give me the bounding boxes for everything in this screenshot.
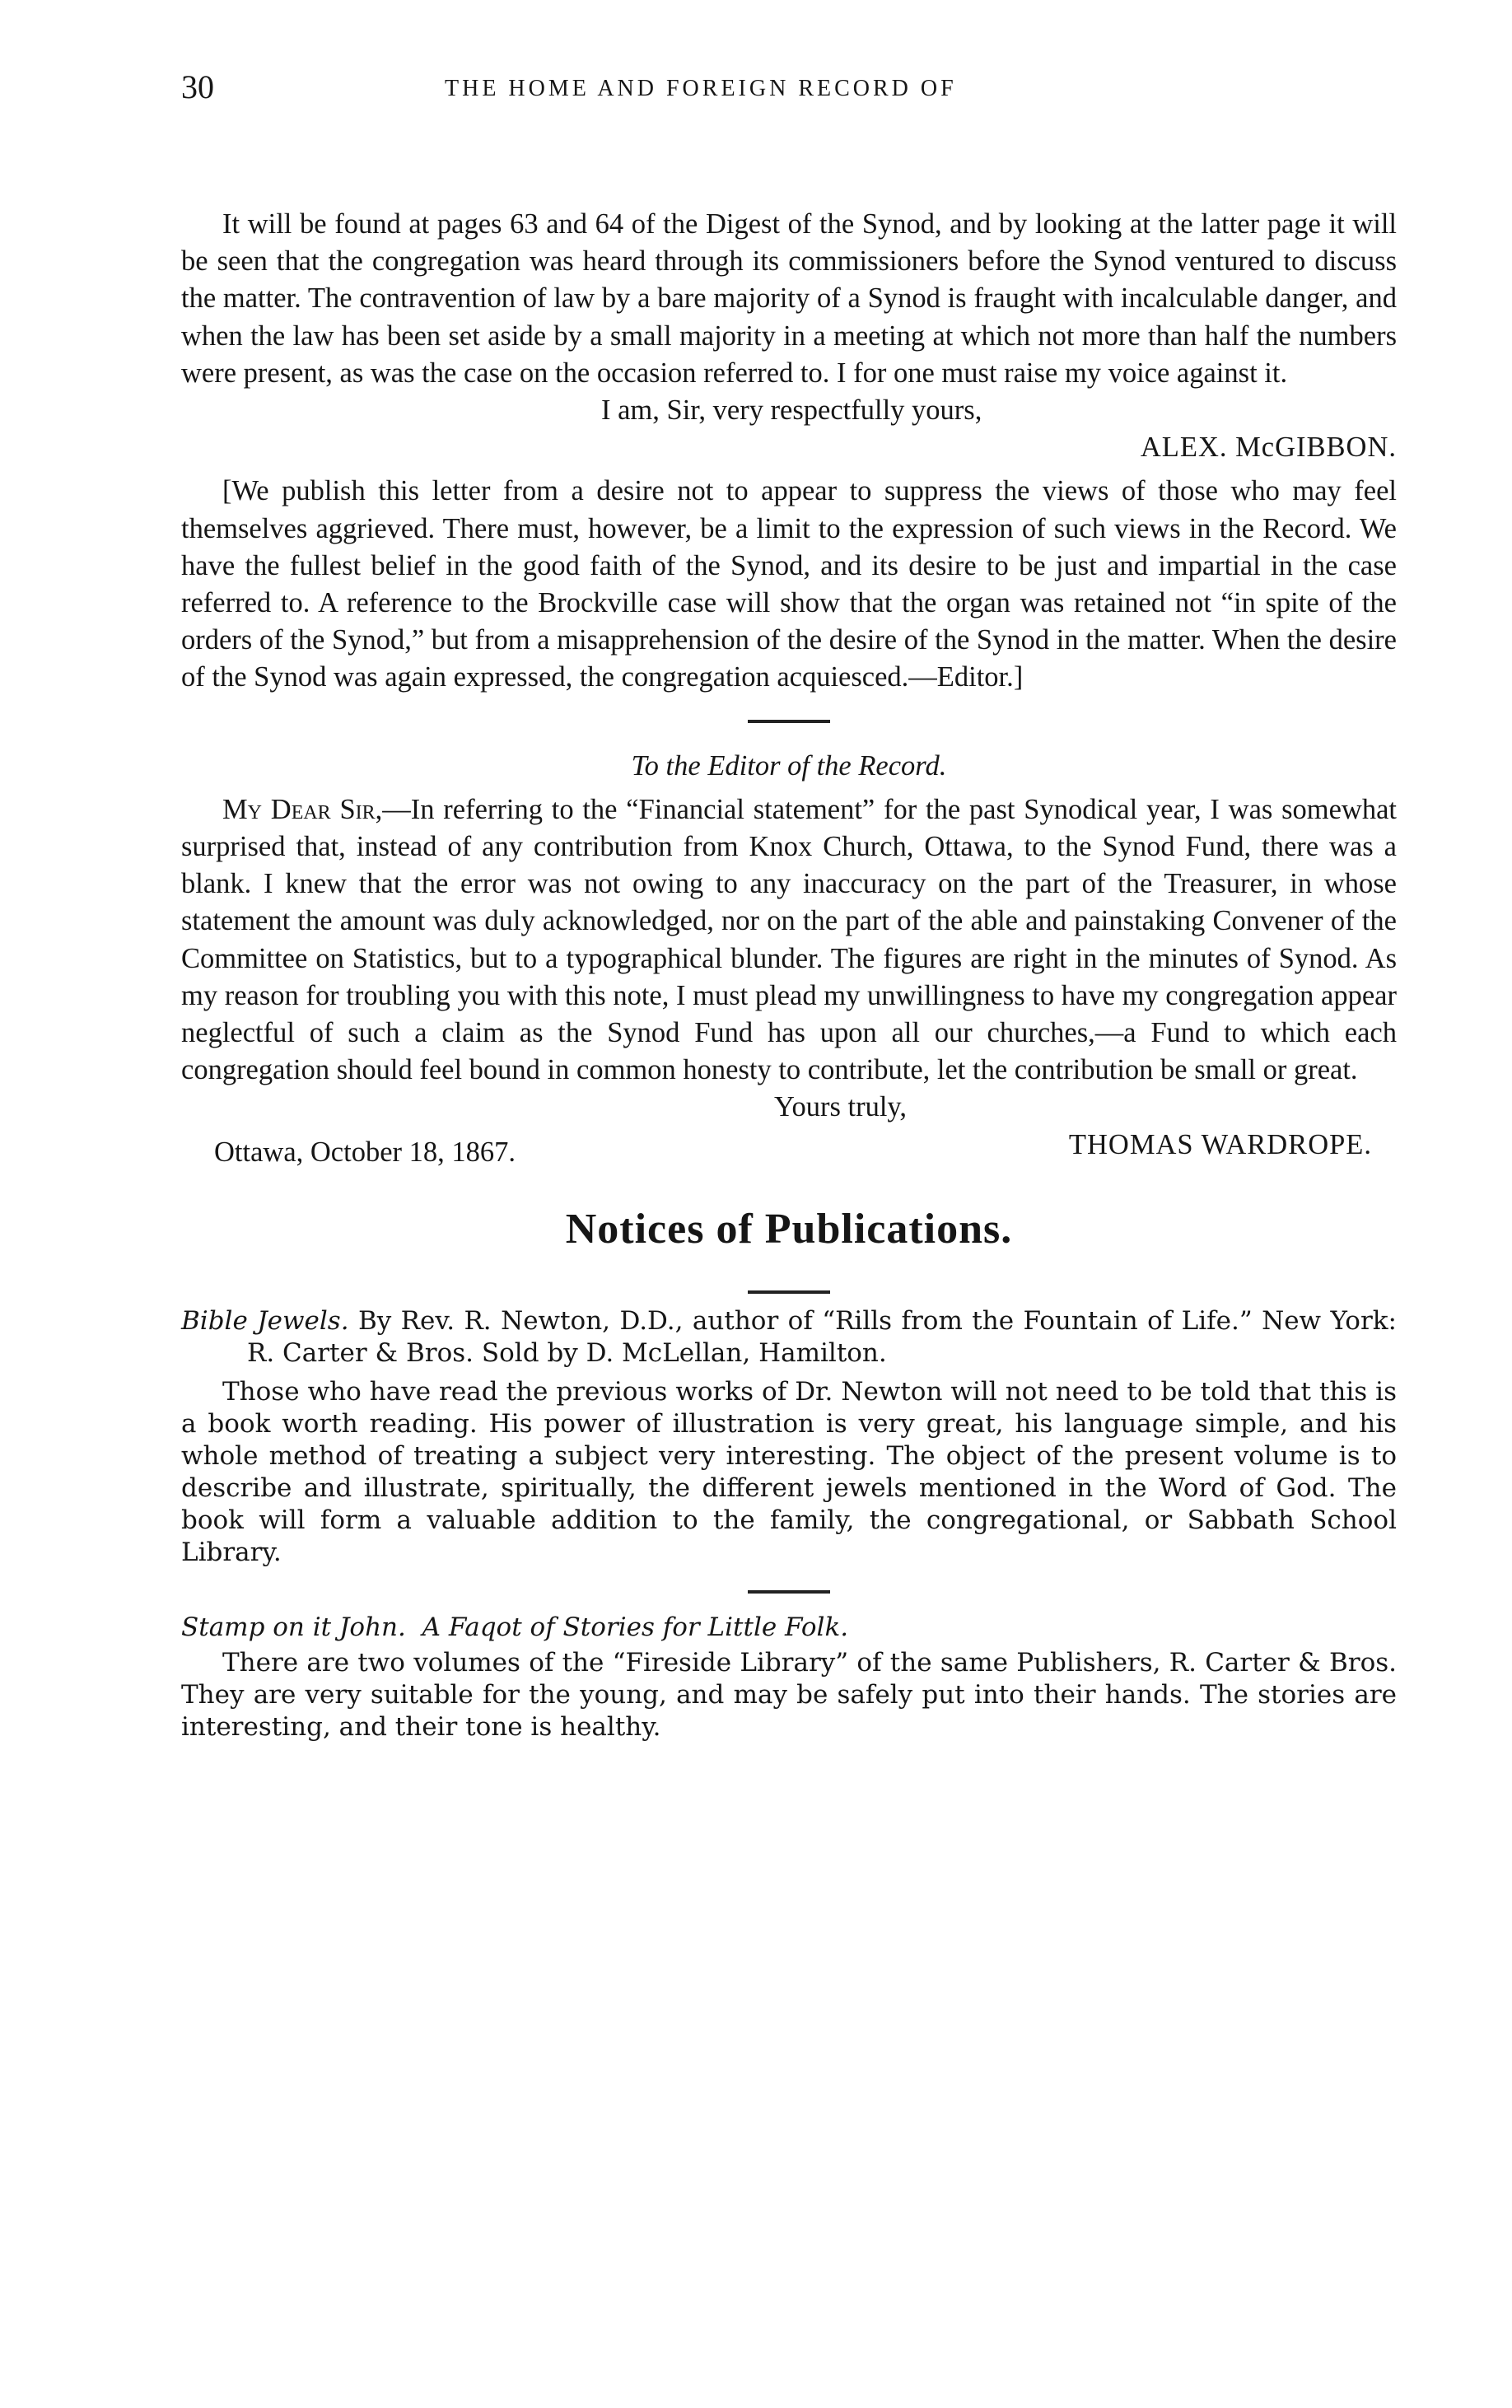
notice-review: Those who have read the previous works of Dr. Newton will not need to be told that this is a book worth reading. His power of illustration is very great, his language simple, and his whole method of treating a subject very interesting. The object of the present volume is to describe and illustrate, spiritually, the different jewels mentioned in the Word of God. The book will form a valuable addition to the family, the congregational, or Sabbath School Library. — [181, 1377, 1397, 1568]
letter-body — [181, 791, 1397, 1090]
notice-subtitle: A Faqot of Stories for Little Folk. — [422, 1612, 849, 1643]
notices-heading: Notices of Publications. — [565, 1206, 1013, 1253]
notice-review: There are two volumes of the “Fireside Library” of the same Publishers, R. Carter & Bros. They are very suitable for the young, and may be safely put into their hands. The stories are interesting, and their tone is healthy. — [181, 1648, 1397, 1743]
notice-citation — [181, 1305, 1397, 1370]
notice-title: Bible Jewels. — [181, 1306, 349, 1337]
editor-note-text: [We publish this letter from a desire not to appear to suppress the views of those who may feel themselves aggrieved. There must, however, be a limit to the expression of such views in the Record. We have the fullest belief in the good faith of the Synod, and its desire to be just and impartial in the case referred to. A reference to the Brockville case will show that the organ was retained not “in spite of the orders of the Synod,” but from a misapprehension of the desire of the Synod in the matter. When the desire of the Synod was again expressed, the congregation acquiesced.—Editor.] — [181, 475, 1397, 693]
letter-body: It will be found at pages 63 and 64 of the Digest of the Synod, and by looking at the latter page it will be seen that the congregation was heard through its commissioners before the Synod ventured to discuss the matter. The contravention of law by a bare majority of a Synod is fraught with incalculable danger, and when the law has been set aside by a small majority in a meeting at which not more than half the numbers were present, as was the case on the occasion referred to. I for one must raise my voice against it. — [181, 208, 1397, 389]
page-number: 30 — [181, 68, 214, 105]
section-divider — [748, 720, 830, 723]
letter-closing: Yours truly, — [774, 1091, 908, 1123]
letter-wardrope — [181, 748, 1397, 1171]
letter-signature: THOMAS WARDROPE. — [1068, 1128, 1372, 1160]
editor-note — [181, 473, 1397, 696]
journal-title: THE HOME AND FOREIGN RECORD OF — [445, 76, 957, 101]
letter-dateline: Ottawa, October 18, 1867. — [214, 1136, 516, 1168]
notices-of-publications — [181, 1305, 1397, 1743]
letter-signature: ALEX. McGIBBON. — [1140, 432, 1397, 464]
letter-body-text: —In referring to the “Financial statement” for the past Synodical year, I was somewhat surprised that, instead of any contribution from Knox Church, Ottawa, to the Synod Fund, there was a blank. I knew that the error was not owing to any inaccuracy on the part of the Treasurer, in whose statement the amount was duly acknowledged, nor on the part of the able and painstaking Convener of the Committee on Statistics, but to a typographical blunder. The figures are right in the minutes of Synod. As my reason for troubling you with this note, I must plead my unwillingness to have my congregation appear neglectful of such a claim as the Synod Fund has upon all our churches,—a Fund to which each congregation should feel bound in common honesty to contribute, let the contribution be small or great. — [181, 793, 1397, 1086]
notice-citation-text: By Rev. R. Newton, D.D., author of “Rills from the Fountain of Life.” New York: R. Carter & Bros. Sold by D. McLellan, Hamilton. — [247, 1306, 1397, 1369]
letter-closing: I am, Sir, very respectfully yours, — [601, 394, 982, 427]
heading-divider — [748, 1290, 830, 1294]
notice-citation — [181, 1612, 1397, 1644]
notice-divider — [748, 1590, 830, 1594]
salutation: My Dear Sir, — [222, 793, 383, 825]
letter-heading — [181, 748, 1397, 785]
running-head — [181, 58, 1397, 115]
notice-title: Stamp on it John. — [181, 1612, 406, 1643]
letter-mcgibbon — [181, 206, 1397, 466]
letter-heading-text: To the Editor of the Record. — [631, 749, 947, 782]
